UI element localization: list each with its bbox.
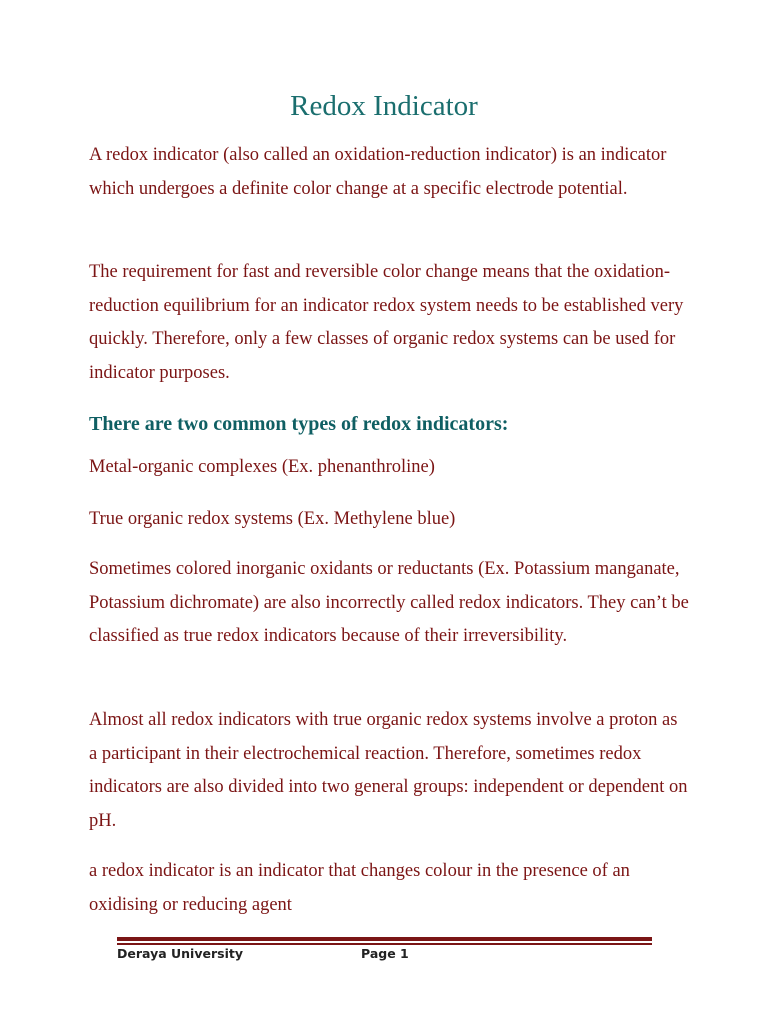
- list-item-type-true-organic: True organic redox systems (Ex. Methylene blue): [89, 509, 456, 529]
- paragraph-inorganic: Sometimes colored inorganic oxidants or reductants (Ex. Potassium manganate, Potassium dichromate) are also incorrectly called redox indicators. They can’t be classified as true redox indicators because of their irreversibility.: [89, 559, 689, 646]
- list-item-type-metal-organic: Metal-organic complexes (Ex. phenanthroline): [89, 457, 435, 477]
- section-heading-types: There are two common types of redox indicators:: [89, 413, 509, 435]
- footer-page-number: Page 1: [361, 946, 409, 961]
- paragraph-proton: Almost all redox indicators with true organic redox systems involve a proton as a participant in their electrochemical reaction. Therefore, sometimes redox indicators are also divided into two general groups: independent or dependent on pH.: [89, 710, 688, 831]
- footer-institution: Deraya University: [117, 946, 243, 961]
- paragraph-summary: a redox indicator is an indicator that changes colour in the presence of an oxidising or reducing agent: [89, 861, 630, 915]
- page-title: Redox Indicator: [290, 90, 478, 122]
- paragraph-requirement: The requirement for fast and reversible color change means that the oxidation-reduction equilibrium for an indicator redox system needs to be established very quickly. Therefore, only a few classes of organic redox systems can be used for indicator purposes.: [89, 262, 684, 383]
- paragraph-definition: A redox indicator (also called an oxidation-reduction indicator) is an indicator which undergoes a definite color change at a specific electrode potential.: [89, 145, 667, 199]
- footer-rule-thick: [117, 937, 652, 941]
